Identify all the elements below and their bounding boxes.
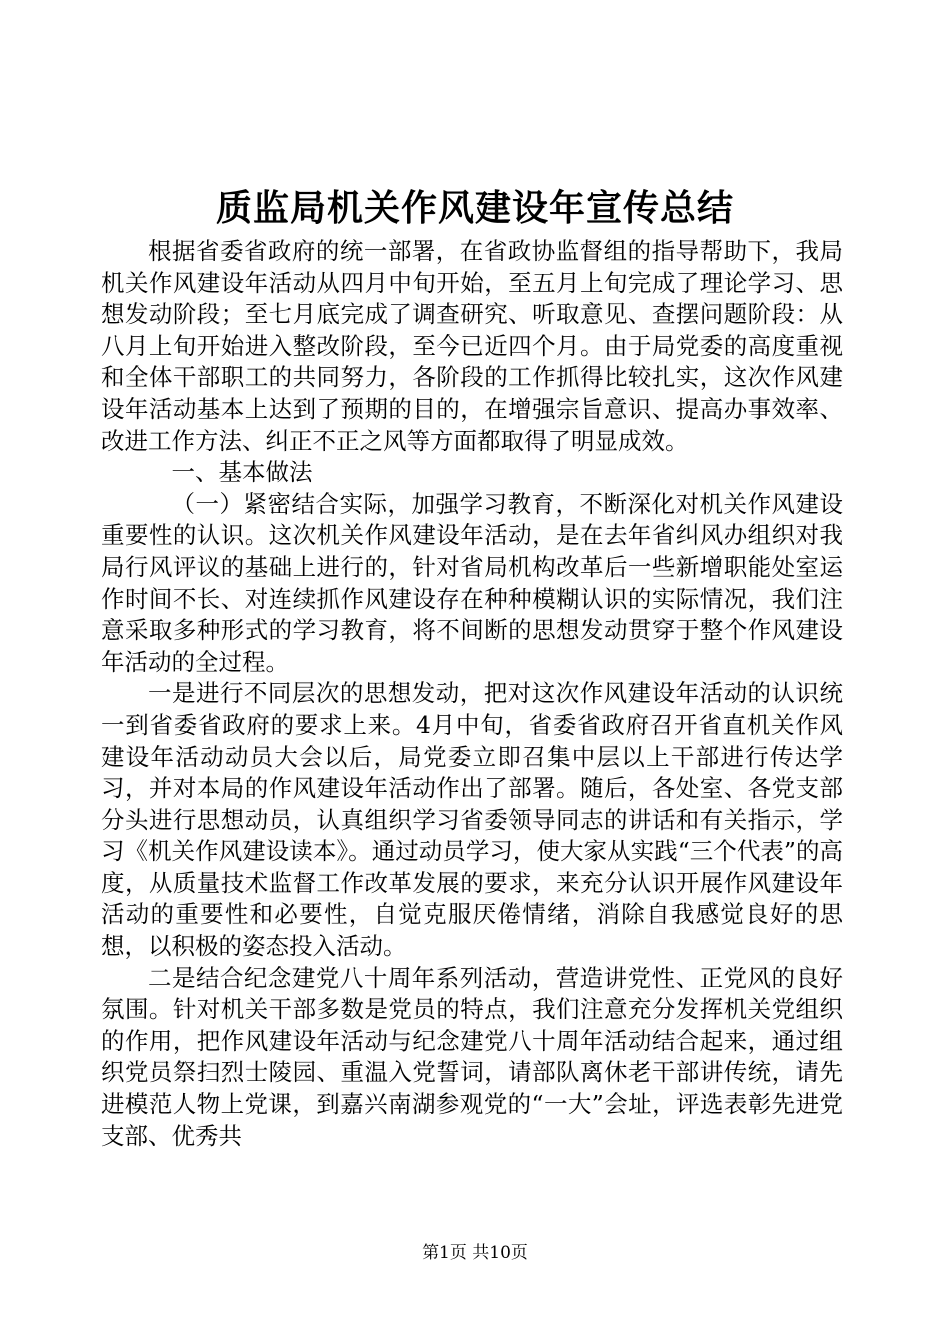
intro-paragraph: 根据省委省政府的统一部署，在省政协监督组的指导帮助下，我局机关作风建设年活动从四月中旬开始，至五月上旬完成了理论学习、思想发动阶段；至七月底完成了调查研究、听取意见、查摆问题阶段：从八月上旬开始进入整改阶段，至今已近四个月。由于局党委的高度重视和全体干部职工的共同努力，各阶段的工作抓得比较扎实，这次作风建设年活动基本上达到了预期的目的，在增强宗旨意识、提高办事效率、改进工作方法、纠正不正之风等方面都取得了明显成效。 (101, 237, 843, 455)
section-heading: 一、基本做法 (171, 458, 313, 487)
point-one-paragraph: 一是进行不同层次的思想发动，把对这次作风建设年活动的认识统一到省委省政府的要求上来。4月中旬，省委省政府召开省直机关作风建设年活动动员大会以后，局党委立即召集中层以上干部进行传达学习，并对本局的作风建设年活动作出了部署。随后，各处室、各党支部分头进行思想动员，认真组织学习省委领导同志的讲话和有关指示，学习《机关作风建设读本》。通过动员学习，使大家从实践“三个代表”的高度，从质量技术监督工作改革发展的要求，来充分认识开展作风建设年活动的重要性和必要性，自觉克服厌倦情绪，消除自我感觉良好的思想，以积极的姿态投入活动。 (101, 679, 843, 961)
page-number-footer: 第1页 共10页 (422, 1243, 528, 1263)
subsection-paragraph: （一）紧密结合实际，加强学习教育，不断深化对机关作风建设重要性的认识。这次机关作风建设年活动，是在去年省纠风办组织对我局行风评议的基础上进行的，针对省局机构改革后一些新增职能处室运作时间不长、对连续抓作风建设存在种种模糊认识的实际情况，我们注意采取多种形式的学习教育，将不间断的思想发动贯穿于整个作风建设年活动的全过程。 (101, 489, 843, 676)
document-body (101, 236, 843, 1152)
document-title: 质监局机关作风建设年宣传总结 (215, 187, 734, 229)
point-two-paragraph: 二是结合纪念建党八十周年系列活动，营造讲党性、正党风的良好氛围。针对机关干部多数是党员的特点，我们注意充分发挥机关党组织的作用，把作风建设年活动与纪念建党八十周年活动结合起来，通过组织党员祭扫烈士陵园、重温入党誓词，请部队离休老干部讲传统，请先进模范人物上党课，到嘉兴南湖参观党的“一大”会址，评选表彰先进党支部、优秀共 (101, 963, 843, 1150)
